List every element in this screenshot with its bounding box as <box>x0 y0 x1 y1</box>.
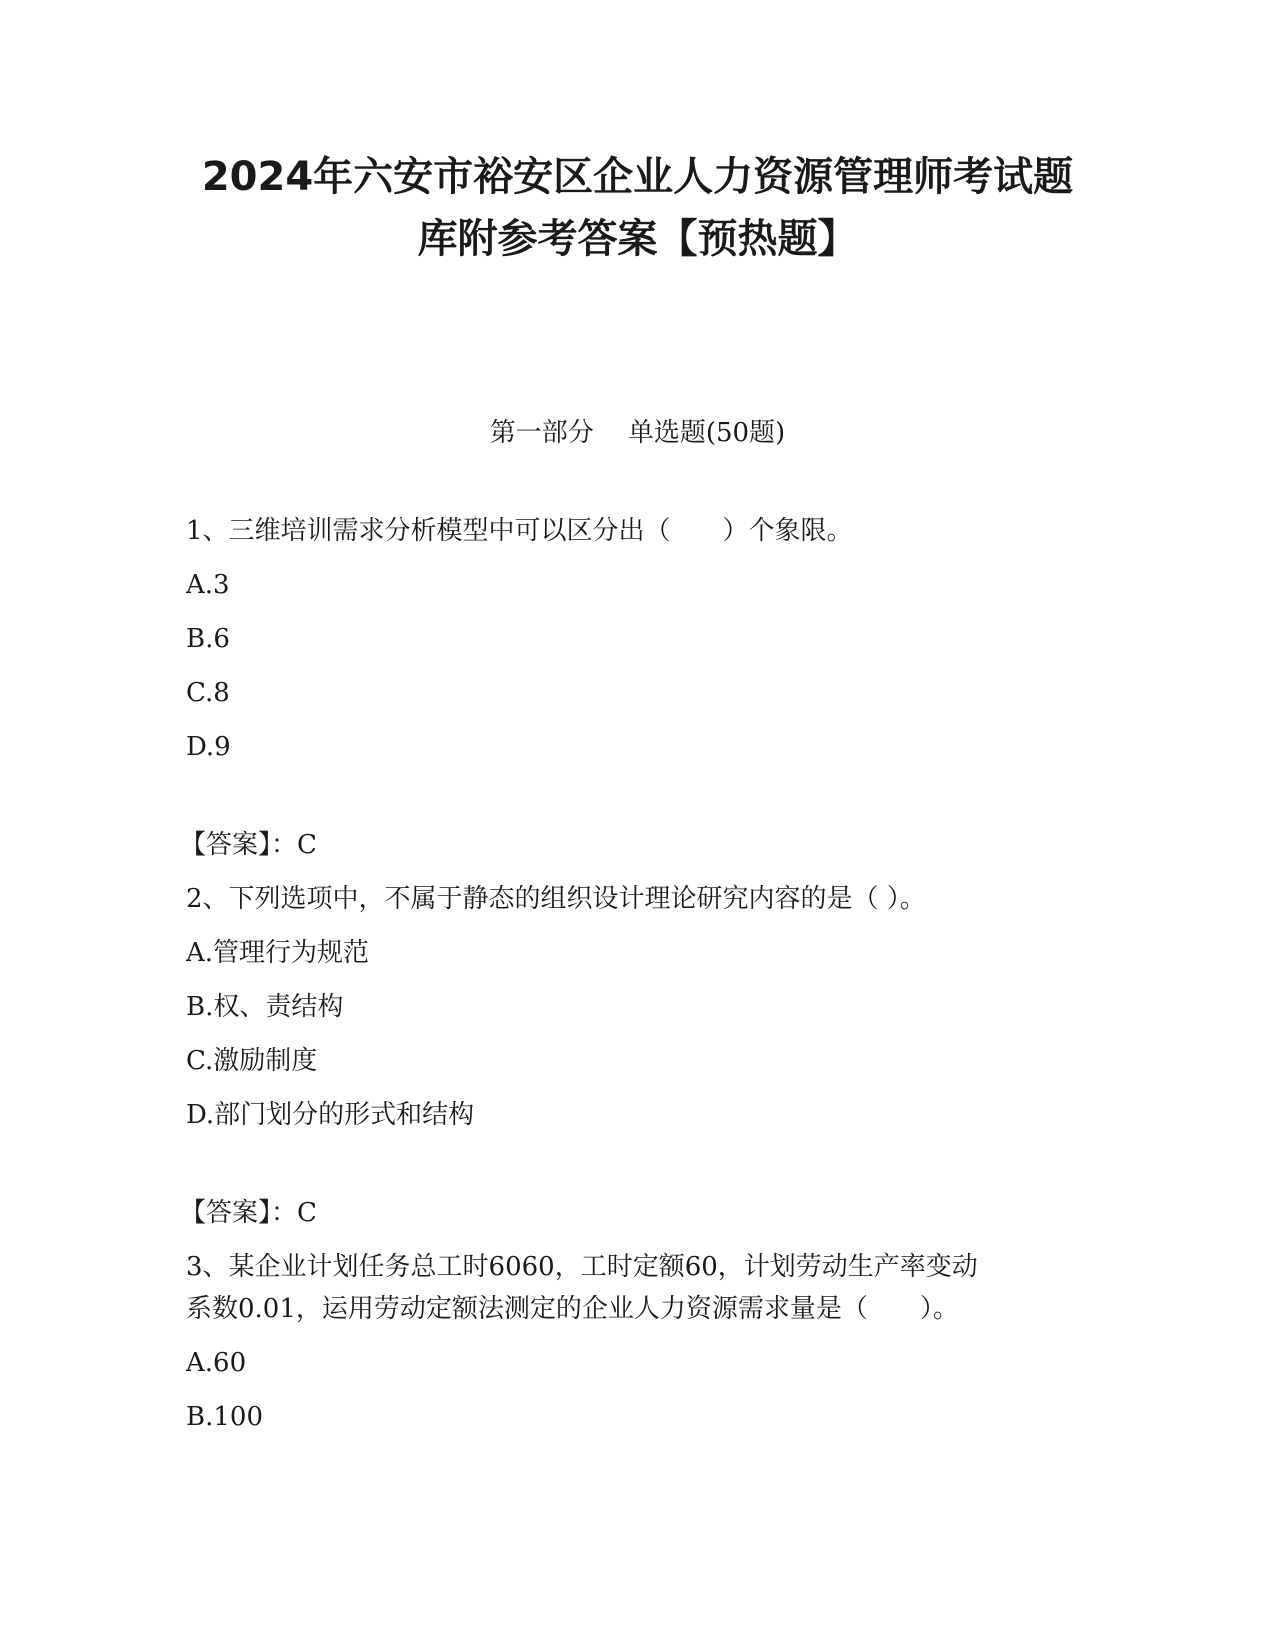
document-title-line-2: 库附参考答案【预热题】 <box>417 216 858 262</box>
question-2-option-b: B.权、责结构 <box>186 992 344 1022</box>
section-name: 单选题(50题) <box>627 418 786 448</box>
question-3-stem-line-1: 3、某企业计划任务总工时6060，工时定额60，计划劳动生产率变动 <box>186 1252 978 1282</box>
question-3-option-b: B.100 <box>186 1402 263 1432</box>
document-title-line-1: 2024年六安市裕安区企业人力资源管理师考试题 <box>201 154 1074 200</box>
section-part: 第一部分 <box>489 418 594 448</box>
question-1-option-a: A.3 <box>186 570 230 600</box>
question-1-stem: 1、三维培训需求分析模型中可以区分出（ ）个象限。 <box>186 516 853 546</box>
question-2-option-a: A.管理行为规范 <box>186 938 370 968</box>
question-1-answer: 【答案】：C <box>180 830 317 860</box>
section-heading <box>150 416 1125 450</box>
question-2-option-d: D.部门划分的形式和结构 <box>186 1100 475 1130</box>
question-3-stem-line-2: 系数0.01，运用劳动定额法测定的企业人力资源需求量是（ ）。 <box>186 1294 959 1324</box>
question-2-option-c: C.激励制度 <box>186 1046 318 1076</box>
question-1-option-c: C.8 <box>186 678 230 708</box>
question-2-answer: 【答案】：C <box>180 1198 317 1228</box>
question-2-stem: 2、下列选项中，不属于静态的组织设计理论研究内容的是（ ）。 <box>186 884 926 914</box>
question-1-option-d: D.9 <box>186 732 231 762</box>
question-1-option-b: B.6 <box>186 624 230 654</box>
question-3-option-a: A.60 <box>186 1348 247 1378</box>
